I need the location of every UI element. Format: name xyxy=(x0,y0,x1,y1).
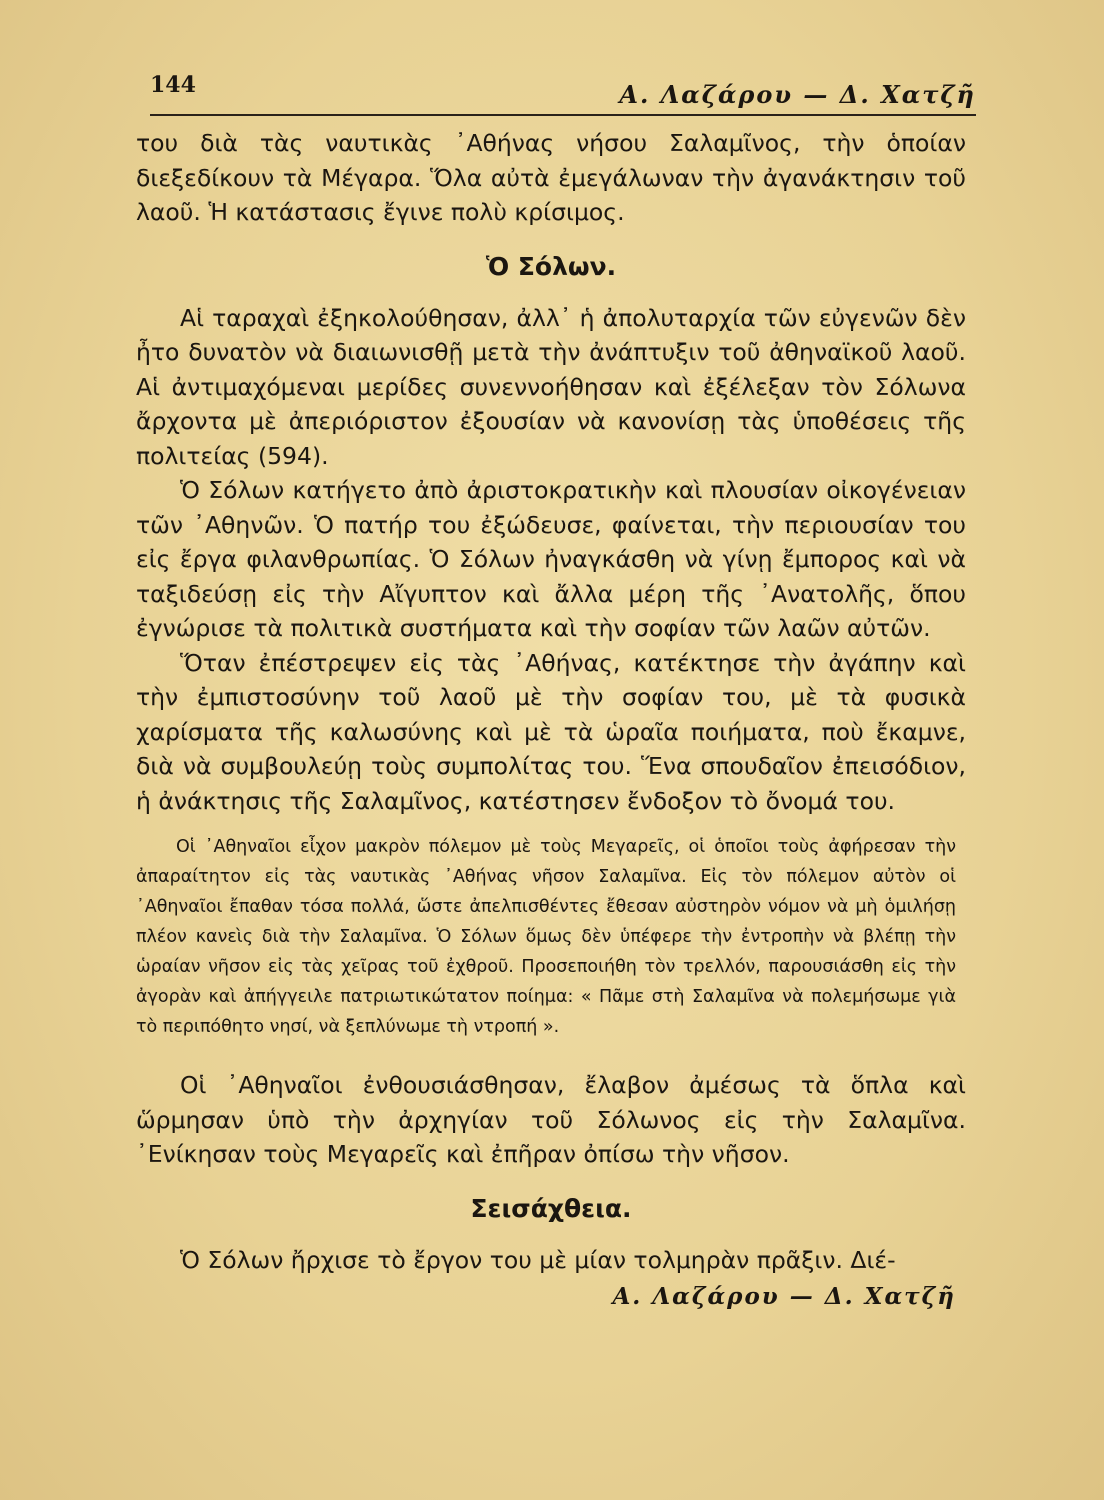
paragraph-2: Αἱ ταραχαὶ ἐξηκολούθησαν, ἀλλ᾽ ἡ ἀπολυταρχία τῶν εὐγενῶν δὲν ἦτο δυνατὸν νὰ διαιωνισθῇ μετὰ τὴν ἀνάπτυξιν τοῦ ἀθηναϊκοῦ λαοῦ. Αἱ ἀντιμαχόμεναι μερίδες συνεννοήθησαν καὶ ἐξέλεξαν τὸν Σόλωνα ἄρχοντα μὲ ἀπεριόριστον ἐξουσίαν νὰ κανονίσῃ τὰς ὑποθέσεις τῆς πολιτείας (594). xyxy=(136,303,966,470)
section-heading-seisachtheia: Σεισάχθεια. xyxy=(470,1193,632,1223)
paragraph-5: Οἱ ᾿Αθηναῖοι ἐνθουσιάσθησαν, ἔλαβον ἀμέσως τὰ ὅπλα καὶ ὥρμησαν ὑπὸ τὴν ἀρχηγίαν τοῦ Σόλωνος εἰς τὴν Σαλαμῖνα. ᾿Ενίκησαν τοὺς Μεγαρεῖς καὶ ἐπῆραν ὀπίσω τὴν νῆσον. xyxy=(136,1071,966,1168)
page-body xyxy=(136,126,966,1310)
footer-signature: Α. Λαζάρου — Δ. Χατζῆ xyxy=(612,1283,956,1310)
running-head: Α. Λαζάρου — Δ. Χατζῆ xyxy=(619,80,976,109)
page-header xyxy=(150,66,976,116)
page-number: 144 xyxy=(150,72,196,98)
paragraph-4: Ὅταν ἐπέστρεψεν εἰς τὰς ᾿Αθήνας, κατέκτησε τὴν ἀγάπην καὶ τὴν ἐμπιστοσύνην τοῦ λαοῦ μὲ τὴν σοφίαν του, μὲ τὰ φυσικὰ χαρίσματα τῆς καλωσύνης καὶ μὲ τὰ ὡραῖα ποιήματα, ποὺ ἔκαμνε, διὰ νὰ συμβουλεύῃ τοὺς συμπολίτας του. Ἕνα σπουδαῖον ἐπεισόδιον, ἡ ἀνάκτησις τῆς Σαλαμῖνος, κατέστησεν ἔνδοξον τὸ ὄνομά του. xyxy=(136,648,966,815)
paragraph-1: του διὰ τὰς ναυτικὰς ᾿Αθήνας νήσου Σαλαμῖνος, τὴν ὁποίαν διεξεδίκουν τὰ Μέγαρα. Ὅλα αὐτὰ ἐμεγάλωναν τὴν ἀγανάκτησιν τοῦ λαοῦ. Ἡ κατάστασις ἔγινε πολὺ κρίσιμος. xyxy=(136,129,966,226)
paragraph-6: Ὁ Σόλων ἤρχισε τὸ ἔργον του μὲ μίαν τολμηρὰν πρᾶξιν. Διέ- xyxy=(180,1245,896,1274)
small-print-note: Οἱ ᾿Αθηναῖοι εἶχον μακρὸν πόλεμον μὲ τοὺς Μεγαρεῖς, οἱ ὁποῖοι τοὺς ἀφήρεσαν τὴν ἀπαραίτητον εἰς τὰς ναυτικὰς ᾿Αθήνας νῆσον Σαλαμῖνα. Εἰς τὸν πόλεμον αὐτὸν οἱ ᾿Αθηναῖοι ἔπαθαν τόσα πολλά, ὥστε ἀπελπισθέντες ἔθεσαν αὐστηρὸν νόμον νὰ μὴ ὁμιλήσῃ πλέον κανεὶς διὰ τὴν Σαλαμῖνα. Ὁ Σόλων ὅμως δὲν ὑπέφερε τὴν ἐντροπὴν νὰ βλέπῃ τὴν ὡραίαν νῆσον εἰς τὰς χεῖρας τοῦ ἐχθροῦ. Προσεποιήθη τὸν τρελλόν, παρουσιάσθη εἰς τὴν ἀγορὰν καὶ ἀπήγγειλε πατριωτικώτατον ποίημα: « Πᾶμε στὴ Σαλαμῖνα νὰ πολεμήσωμε γιὰ τὸ περιπόθητο νησί, νὰ ξεπλύνωμε τὴ ντροπή ». xyxy=(136,837,956,1037)
paragraph-3: Ὁ Σόλων κατήγετο ἀπὸ ἀριστοκρατικὴν καὶ πλουσίαν οἰκογένειαν τῶν ᾿Αθηνῶν. Ὁ πατήρ του ἐξώδευσε, φαίνεται, τὴν περιουσίαν του εἰς ἔργα φιλανθρωπίας. Ὁ Σόλων ἠναγκάσθη νὰ γίνῃ ἔμπορος καὶ νὰ ταξιδεύσῃ εἰς τὴν Αἴγυπτον καὶ ἄλλα μέρη τῆς ᾿Ανατολῆς, ὅπου ἐγνώρισε τὰ πολιτικὰ συστήματα καὶ τὴν σοφίαν τῶν λαῶν αὐτῶν. xyxy=(136,476,966,642)
header-rule xyxy=(150,114,976,116)
section-heading-solon: Ὁ Σόλων. xyxy=(485,251,617,281)
